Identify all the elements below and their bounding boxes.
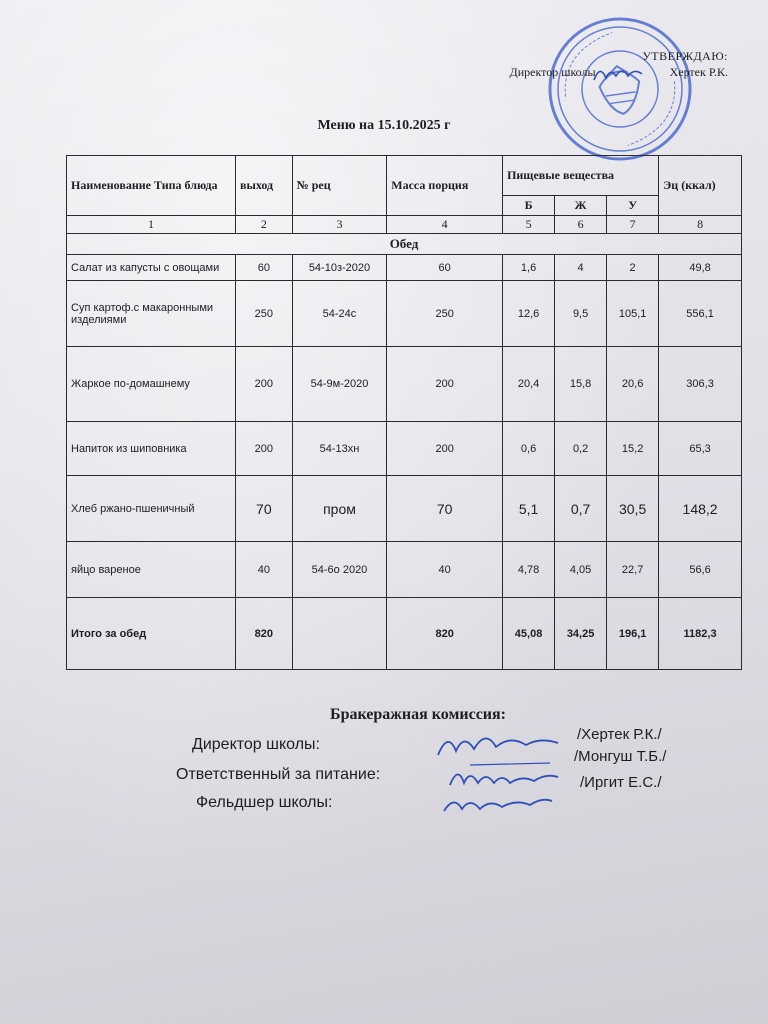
dish-protein: 12,6	[503, 281, 555, 347]
table-row	[67, 281, 742, 347]
dish-energy: 148,2	[659, 476, 742, 542]
section-title: Обед	[67, 234, 742, 255]
total-fat: 34,25	[555, 598, 607, 670]
column-number: 5	[503, 216, 555, 234]
dish-name: яйцо вареное	[67, 542, 236, 598]
dish-energy: 49,8	[659, 255, 742, 281]
dish-carbs: 20,6	[607, 347, 659, 422]
dish-name: Напиток из шиповника	[67, 422, 236, 476]
col-recipe-header: № рец	[292, 156, 387, 216]
col-nutrients-header: Пищевые вещества	[503, 156, 659, 196]
dish-fat: 0,7	[555, 476, 607, 542]
col-mass-header: Масса порция	[387, 156, 503, 216]
dish-protein: 20,4	[503, 347, 555, 422]
dish-yield: 60	[236, 255, 293, 281]
dish-carbs: 22,7	[607, 542, 659, 598]
dish-recipe: 54-6о 2020	[292, 542, 387, 598]
dish-fat: 4,05	[555, 542, 607, 598]
menu-title: Меню на 15.10.2025 г	[317, 118, 451, 133]
commission-role: Фельдшер школы:	[196, 794, 333, 811]
dish-fat: 15,8	[555, 347, 607, 422]
table-row	[67, 255, 742, 281]
column-number-row	[67, 216, 742, 234]
dish-carbs: 105,1	[607, 281, 659, 347]
dish-fat: 9,5	[555, 281, 607, 347]
dish-name: Салат из капусты с овощами	[67, 255, 236, 281]
approval-title: УТВЕРЖДАЮ:	[642, 49, 728, 63]
dish-mass: 60	[387, 255, 503, 281]
approval-name: Хертек Р.К.	[669, 65, 728, 79]
dish-mass: 200	[387, 422, 503, 476]
col-b-header: Б	[503, 196, 555, 216]
dish-recipe: 54-13хн	[292, 422, 387, 476]
column-number: 4	[387, 216, 503, 234]
dish-fat: 4	[555, 255, 607, 281]
total-label: Итого за обед	[67, 598, 236, 670]
total-carbs: 196,1	[607, 598, 659, 670]
commission-role: Ответственный за питание:	[176, 766, 381, 783]
dish-recipe: 54-24с	[292, 281, 387, 347]
dish-protein: 4,78	[503, 542, 555, 598]
total-row	[67, 598, 742, 670]
commission-member-name: /Монгуш Т.Б./	[574, 748, 667, 765]
approval-position: Директор школы	[509, 65, 596, 79]
col-energy-header: Эц (ккал)	[659, 156, 742, 216]
dish-recipe: 54-10з-2020	[292, 255, 387, 281]
director-signature-approval	[590, 60, 650, 88]
dish-protein: 1,6	[503, 255, 555, 281]
dish-yield: 200	[236, 347, 293, 422]
col-u-header: У	[607, 196, 659, 216]
col-name-header: Наименование Типа блюда	[67, 156, 236, 216]
dish-carbs: 30,5	[607, 476, 659, 542]
dish-carbs: 15,2	[607, 422, 659, 476]
column-number: 7	[607, 216, 659, 234]
official-stamp	[535, 4, 704, 173]
col-yield-header: выход	[236, 156, 293, 216]
column-number: 6	[555, 216, 607, 234]
dish-mass: 250	[387, 281, 503, 347]
dish-yield: 200	[236, 422, 293, 476]
dish-energy: 556,1	[659, 281, 742, 347]
dish-energy: 56,6	[659, 542, 742, 598]
total-mass: 820	[387, 598, 503, 670]
dish-fat: 0,2	[555, 422, 607, 476]
total-recipe	[292, 598, 387, 670]
dish-name: Хлеб ржано-пшеничный	[67, 476, 236, 542]
column-number: 3	[292, 216, 387, 234]
dish-recipe: пром	[292, 476, 387, 542]
table-row	[67, 422, 742, 476]
header-row	[67, 156, 742, 196]
table-row	[67, 542, 742, 598]
column-number: 1	[67, 216, 236, 234]
col-zh-header: Ж	[555, 196, 607, 216]
commission-role: Директор школы:	[192, 736, 320, 753]
dish-energy: 306,3	[659, 347, 742, 422]
dish-protein: 5,1	[503, 476, 555, 542]
column-number: 2	[236, 216, 293, 234]
commission-member-name: /Иргит Е.С./	[580, 774, 662, 791]
dish-name: Жаркое по-домашнему	[67, 347, 236, 422]
section-row	[67, 234, 742, 255]
dish-name: Суп картоф.с макаронными изделиями	[67, 281, 236, 347]
dish-carbs: 2	[607, 255, 659, 281]
dish-mass: 40	[387, 542, 503, 598]
dish-mass: 200	[387, 347, 503, 422]
table-row	[67, 347, 742, 422]
dish-mass: 70	[387, 476, 503, 542]
commission-title: Бракеражная комиссия:	[330, 706, 506, 723]
total-protein: 45,08	[503, 598, 555, 670]
commission-member-name: /Хертек Р.К./	[577, 726, 662, 743]
dish-energy: 65,3	[659, 422, 742, 476]
dish-yield: 250	[236, 281, 293, 347]
dish-recipe: 54-9м-2020	[292, 347, 387, 422]
total-yield: 820	[236, 598, 293, 670]
total-energy: 1182,3	[659, 598, 742, 670]
dish-yield: 70	[236, 476, 293, 542]
dish-yield: 40	[236, 542, 293, 598]
table-row	[67, 476, 742, 542]
column-number: 8	[659, 216, 742, 234]
menu-table	[66, 155, 742, 670]
handwritten-signatures	[430, 725, 580, 815]
dish-protein: 0,6	[503, 422, 555, 476]
